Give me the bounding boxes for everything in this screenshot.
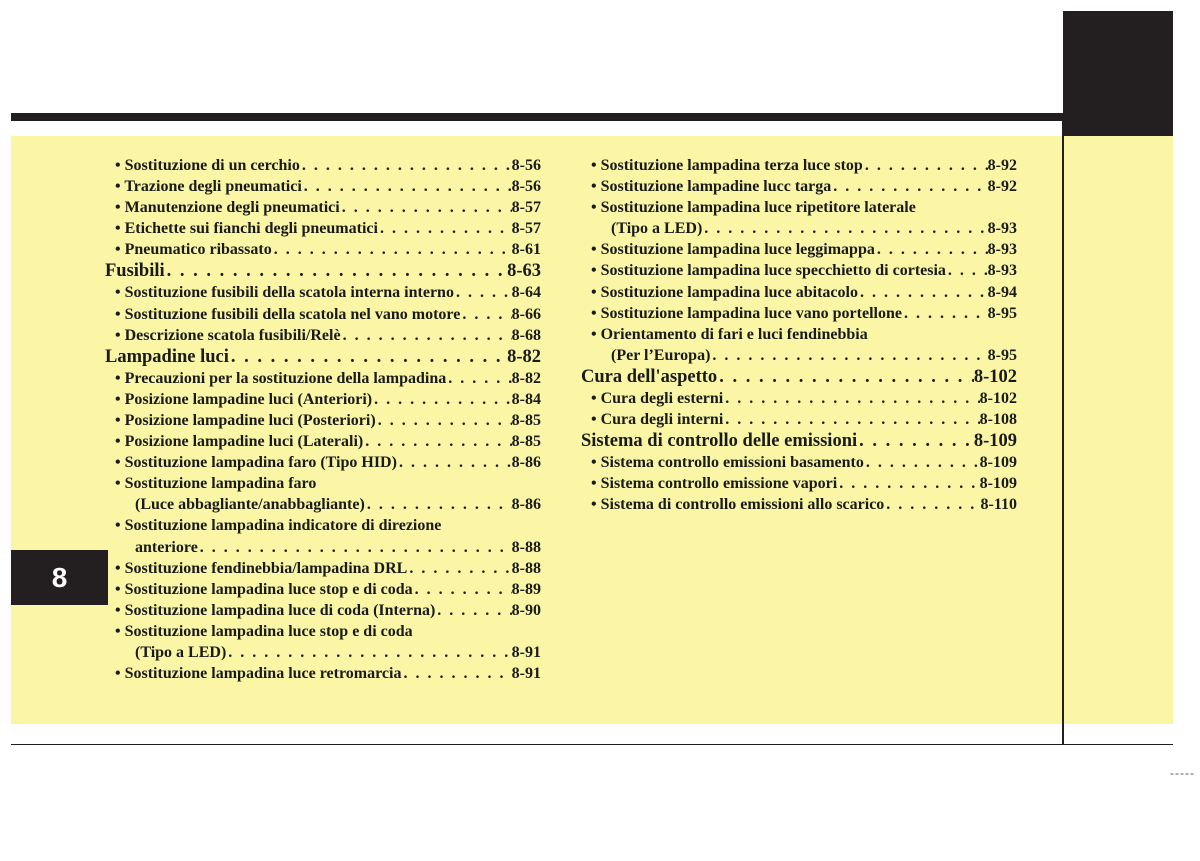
toc-entry-title: • Pneumatico ribassato — [115, 241, 272, 259]
toc-entry-title: • Sostituzione lampadina luce di coda (Interna) — [115, 601, 436, 619]
toc-entry-page: 8-89 — [511, 580, 541, 598]
toc-entry[interactable] — [105, 537, 541, 558]
toc-entry-title: (Tipo a LED) — [135, 643, 227, 661]
toc-entry-page: 8-95 — [987, 346, 1017, 364]
toc-entry-page: 8-56 — [511, 157, 541, 174]
dot-leader — [302, 176, 512, 197]
toc-entry-title: • Sostituzione lampadina indicatore di direzione — [115, 517, 442, 535]
toc-entry-page: 8-90 — [511, 601, 541, 619]
dot-leader — [884, 494, 980, 515]
toc-column-right — [581, 155, 1017, 515]
toc-entry-page: 8-95 — [987, 304, 1017, 322]
toc-entry-page: 8-66 — [511, 305, 541, 323]
toc-entry-page: 8-63 — [507, 261, 541, 282]
toc-entry[interactable] — [581, 409, 1017, 430]
toc-entry[interactable] — [581, 388, 1017, 409]
toc-entry[interactable] — [105, 473, 541, 494]
toc-column-left — [105, 155, 541, 684]
dot-leader — [413, 579, 512, 600]
dot-leader — [831, 176, 987, 197]
toc-entry-title: • Sostituzione lampadina luce abitacolo — [591, 283, 858, 301]
toc-entry-page: 8-82 — [507, 346, 541, 367]
toc-entry[interactable] — [105, 579, 541, 600]
toc-entry-page: 8-84 — [511, 390, 541, 408]
dot-leader — [875, 239, 988, 260]
toc-entry[interactable] — [581, 282, 1017, 303]
toc-entry[interactable] — [581, 218, 1017, 239]
toc-entry-title: (Luce abbagliante/anabbagliante) — [135, 496, 365, 514]
toc-entry-title: • Sostituzione lampadine lucc targa — [591, 178, 832, 196]
toc-entry[interactable] — [105, 452, 541, 473]
dot-leader — [837, 473, 979, 494]
toc-entry-title: • Posizione lampadine luci (Anteriori) — [115, 390, 373, 408]
toc-entry-title: • Sostituzione lampadina luce stop e di coda — [115, 580, 413, 598]
dot-leader — [446, 368, 511, 389]
toc-section-entry[interactable] — [105, 346, 541, 368]
side-panel — [1064, 136, 1173, 724]
toc-entry-title: • Sostituzione lampadina terza luce stop — [591, 157, 863, 174]
toc-entry-page: 8-86 — [511, 454, 541, 472]
toc-entry[interactable] — [581, 260, 1017, 281]
toc-entry-title: • Sostituzione lampadina faro — [115, 475, 317, 493]
dot-leader — [300, 155, 512, 176]
toc-entry[interactable] — [105, 389, 541, 410]
corner-block — [1063, 11, 1173, 136]
toc-entry-page: 8-85 — [511, 411, 541, 429]
toc-entry[interactable] — [581, 494, 1017, 515]
toc-entry-title: • Sostituzione fusibili della scatola interna interno — [115, 284, 454, 302]
toc-entry[interactable] — [581, 303, 1017, 324]
dot-leader — [723, 388, 979, 409]
toc-entry-title: Cura dell'aspetto — [581, 366, 718, 387]
dot-leader — [226, 642, 511, 663]
dot-leader — [397, 452, 512, 473]
toc-entry[interactable] — [105, 325, 541, 346]
dot-leader — [723, 409, 979, 430]
toc-entry-title: • Sostituzione lampadina luce ripetitore laterale — [591, 199, 916, 217]
toc-section-entry[interactable] — [581, 366, 1017, 388]
dot-leader — [401, 663, 511, 684]
toc-entry-title: • Etichette sui fianchi degli pneumatici — [115, 220, 378, 238]
toc-entry-page: 8-88 — [511, 538, 541, 556]
toc-entry-page: 8-93 — [987, 241, 1017, 259]
toc-entry-title: • Sostituzione lampadina luce stop e di coda — [115, 622, 413, 640]
toc-entry-title: • Sostituzione fendinebbia/lampadina DRL — [115, 559, 408, 577]
toc-entry-title: • Posizione lampadine luci (Laterali) — [115, 433, 364, 451]
toc-entry-title: anteriore — [135, 538, 198, 556]
toc-entry-page: 8-93 — [987, 262, 1017, 280]
dot-leader — [198, 537, 512, 558]
toc-entry[interactable] — [581, 452, 1017, 473]
dot-leader — [378, 218, 512, 239]
toc-entry[interactable] — [105, 155, 541, 176]
toc-entry[interactable] — [105, 431, 541, 452]
dot-leader — [717, 366, 974, 388]
dot-leader — [229, 346, 507, 368]
dot-leader — [946, 260, 988, 281]
toc-entry[interactable] — [105, 600, 541, 621]
toc-entry-page: 8-108 — [979, 411, 1017, 429]
toc-entry-title: • Sostituzione lampadina luce specchietto di cortesia — [591, 262, 946, 280]
page-number-placeholder: ----- — [1170, 766, 1195, 780]
toc-entry-page: 8-57 — [511, 199, 541, 217]
toc-entry-page: 8-68 — [511, 326, 541, 344]
toc-entry-title: • Posizione lampadine luci (Posteriori) — [115, 411, 376, 429]
dot-leader — [454, 282, 512, 303]
dot-leader — [341, 325, 512, 346]
dot-leader — [435, 600, 511, 621]
toc-entry-title: • Trazione degli pneumatici — [115, 178, 302, 196]
toc-entry[interactable] — [581, 324, 1017, 345]
toc-entry[interactable] — [105, 515, 541, 536]
toc-entry-page: 8-110 — [980, 496, 1017, 514]
toc-entry-title: • Manutenzione degli pneumatici — [115, 199, 340, 217]
toc-entry[interactable] — [581, 197, 1017, 218]
toc-entry[interactable] — [581, 473, 1017, 494]
toc-entry[interactable] — [581, 176, 1017, 197]
toc-entry[interactable] — [105, 642, 541, 663]
toc-entry-title: • Sostituzione lampadina faro (Tipo HID) — [115, 454, 397, 472]
toc-entry-title: • Cura degli esterni — [591, 389, 724, 407]
toc-entry-title: • Sistema di controllo emissioni allo scarico — [591, 496, 885, 514]
toc-entry-title: • Sistema controllo emissioni basamento — [591, 454, 864, 472]
toc-entry-page: 8-82 — [511, 369, 541, 387]
toc-entry[interactable] — [105, 176, 541, 197]
toc-entry-title: • Sostituzione di un cerchio — [115, 157, 300, 174]
toc-entry[interactable] — [105, 558, 541, 579]
toc-entry-page: 8-88 — [511, 559, 541, 577]
toc-entry[interactable] — [105, 621, 541, 642]
dot-leader — [365, 494, 512, 515]
toc-entry-page: 8-86 — [511, 496, 541, 514]
vertical-rule — [1062, 121, 1064, 745]
toc-entry[interactable] — [105, 663, 541, 684]
toc-entry-page: 8-92 — [987, 157, 1017, 174]
dot-leader — [857, 430, 974, 452]
toc-entry-title: • Precauzioni per la sostituzione della lampadina — [115, 369, 447, 387]
toc-entry-page: 8-56 — [511, 178, 541, 196]
toc-entry[interactable] — [105, 304, 541, 325]
toc-entry-page: 8-102 — [973, 366, 1017, 387]
dot-leader — [363, 431, 511, 452]
toc-entry-page: 8-102 — [979, 389, 1017, 407]
toc-entry-title: Sistema di controllo delle emissioni — [581, 431, 858, 452]
toc-entry-page: 8-93 — [987, 220, 1017, 238]
toc-entry-title: (Tipo a LED) — [611, 220, 703, 238]
toc-entry-title: • Descrizione scatola fusibili/Relè — [115, 326, 341, 344]
toc-entry-title: • Cura degli interni — [591, 411, 724, 429]
dot-leader — [864, 452, 980, 473]
toc-entry-title: • Sostituzione lampadina luce retromarcia — [115, 665, 402, 683]
toc-entry-page: 8-109 — [979, 475, 1017, 493]
toc-entry-page: 8-85 — [511, 433, 541, 451]
toc-entry-title: Lampadine luci — [105, 346, 229, 367]
header-rule — [11, 113, 1063, 121]
dot-leader — [165, 260, 507, 282]
toc-entry-page: 8-91 — [511, 665, 541, 683]
toc-entry-title: • Sostituzione lampadina luce leggimappa — [591, 241, 875, 259]
toc-section-entry[interactable] — [581, 430, 1017, 452]
toc-entry[interactable] — [581, 239, 1017, 260]
dot-leader — [863, 155, 988, 176]
dot-leader — [272, 239, 512, 260]
dot-leader — [340, 197, 512, 218]
dot-leader — [460, 304, 511, 325]
toc-entry-page: 8-94 — [987, 283, 1017, 301]
dot-leader — [858, 282, 988, 303]
toc-entry[interactable] — [105, 494, 541, 515]
dot-leader — [710, 345, 987, 366]
dot-leader — [376, 410, 512, 431]
dot-leader — [372, 389, 512, 410]
toc-entry-title: • Orientamento di fari e luci fendinebbia — [591, 325, 868, 343]
toc-entry-page: 8-92 — [987, 178, 1017, 196]
toc-entry-page: 8-109 — [979, 454, 1017, 472]
toc-entry-title: • Sostituzione fusibili della scatola nel vano motore — [115, 305, 461, 323]
toc-entry[interactable] — [105, 197, 541, 218]
dot-leader — [702, 218, 987, 239]
toc-entry[interactable] — [105, 368, 541, 389]
toc-entry-page: 8-61 — [511, 241, 541, 259]
toc-entry-title: Fusibili — [105, 261, 165, 282]
toc-entry[interactable] — [581, 345, 1017, 366]
dot-leader — [407, 558, 511, 579]
toc-entry-page: 8-64 — [511, 284, 541, 302]
toc-entry-page: 8-91 — [511, 643, 541, 661]
toc-entry-page: 8-109 — [973, 431, 1017, 452]
toc-entry-page: 8-57 — [511, 220, 541, 238]
toc-entry[interactable] — [105, 218, 541, 239]
toc-entry-title: (Per l’Europa) — [611, 346, 711, 364]
toc-entry[interactable] — [105, 282, 541, 303]
toc-entry[interactable] — [581, 155, 1017, 176]
dot-leader — [902, 303, 988, 324]
toc-entry[interactable] — [105, 410, 541, 431]
footer-rule — [11, 744, 1173, 745]
chapter-tab[interactable]: 8 — [11, 550, 108, 605]
toc-entry[interactable] — [105, 239, 541, 260]
toc-entry-title: • Sostituzione lampadina luce vano portellone — [591, 304, 902, 322]
toc-entry-title: • Sistema controllo emissione vapori — [591, 475, 838, 493]
toc-section-entry[interactable] — [105, 260, 541, 282]
